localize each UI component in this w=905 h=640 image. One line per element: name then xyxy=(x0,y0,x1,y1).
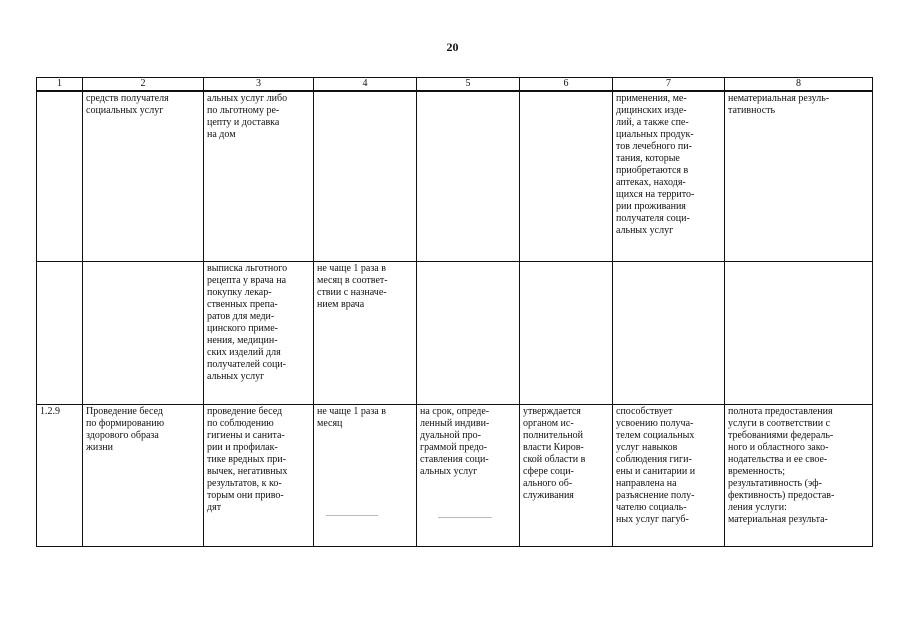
table-cell xyxy=(83,262,204,405)
table-row xyxy=(37,405,873,547)
scan-smudge xyxy=(438,517,492,518)
page-number: 20 xyxy=(446,40,459,54)
table-cell: Проведение бесед по формированию здорового образа жизни xyxy=(83,405,204,547)
table-cell: выписка льготного рецепта у врача на покупку лекар- ственных препа- ратов для меди- цинского приме- нения, медицин- ских изделий для получателей соци- альных услуг xyxy=(204,262,314,405)
table-cell xyxy=(520,91,613,262)
table-cell: проведение бесед по соблюдению гигиены и санита- рии и профилак- тике вредных при- вычек, негативных результатов, к ко- торым они приво- дят xyxy=(204,405,314,547)
table-cell: применения, ме- дицинских изде- лий, а также спе- циальных продук- тов лечебного пи- тания, которые приобретаются в аптеках, находя- щихся на террито- рии проживания получателя соци- альных услуг xyxy=(613,91,725,262)
table-cell xyxy=(725,262,873,405)
table-header-row xyxy=(37,78,873,92)
table-cell xyxy=(520,262,613,405)
column-number-4: 4 xyxy=(314,78,417,92)
table-cell: 1.2.9 xyxy=(37,405,83,547)
table-cell xyxy=(613,262,725,405)
column-number-3: 3 xyxy=(204,78,314,92)
table-row xyxy=(37,91,873,262)
column-number-2: 2 xyxy=(83,78,204,92)
scan-smudge xyxy=(326,515,378,516)
table-cell xyxy=(37,262,83,405)
table-cell: полнота предоставления услуги в соответствии с требованиями федераль- ного и областного зако- нодательства и ее свое- временность; результативность (эф- фективность) предостав- ления услуги: материальная результа- xyxy=(725,405,873,547)
table-cell xyxy=(37,91,83,262)
services-table xyxy=(36,77,873,547)
table-cell: способствует усвоению получа- телем социальных услуг навыков соблюдения гиги- ены и санитарии и направлена на разъяснение полу- чателю социаль- ных услуг пагуб- xyxy=(613,405,725,547)
table-cell: не чаще 1 раза в месяц в соответ- ствии с назначе- нием врача xyxy=(314,262,417,405)
table-cell: альных услуг либо по льготному ре- цепту и доставка на дом xyxy=(204,91,314,262)
column-number-6: 6 xyxy=(520,78,613,92)
table-cell: на срок, опреде- ленный индиви- дуальной про- граммой предо- ставления соци- альных услуг xyxy=(417,405,520,547)
table-cell: утверждается органом ис- полнительной власти Киров- ской области в сфере соци- ального об- служивания xyxy=(520,405,613,547)
table-cell: нематериальная резуль- тативность xyxy=(725,91,873,262)
table-cell xyxy=(417,262,520,405)
column-number-8: 8 xyxy=(725,78,873,92)
column-number-1: 1 xyxy=(37,78,83,92)
column-number-5: 5 xyxy=(417,78,520,92)
table-row xyxy=(37,262,873,405)
table-cell xyxy=(314,91,417,262)
table-cell xyxy=(417,91,520,262)
table-cell: средств получателя социальных услуг xyxy=(83,91,204,262)
table-cell: не чаще 1 раза в месяц xyxy=(314,405,417,547)
column-number-7: 7 xyxy=(613,78,725,92)
